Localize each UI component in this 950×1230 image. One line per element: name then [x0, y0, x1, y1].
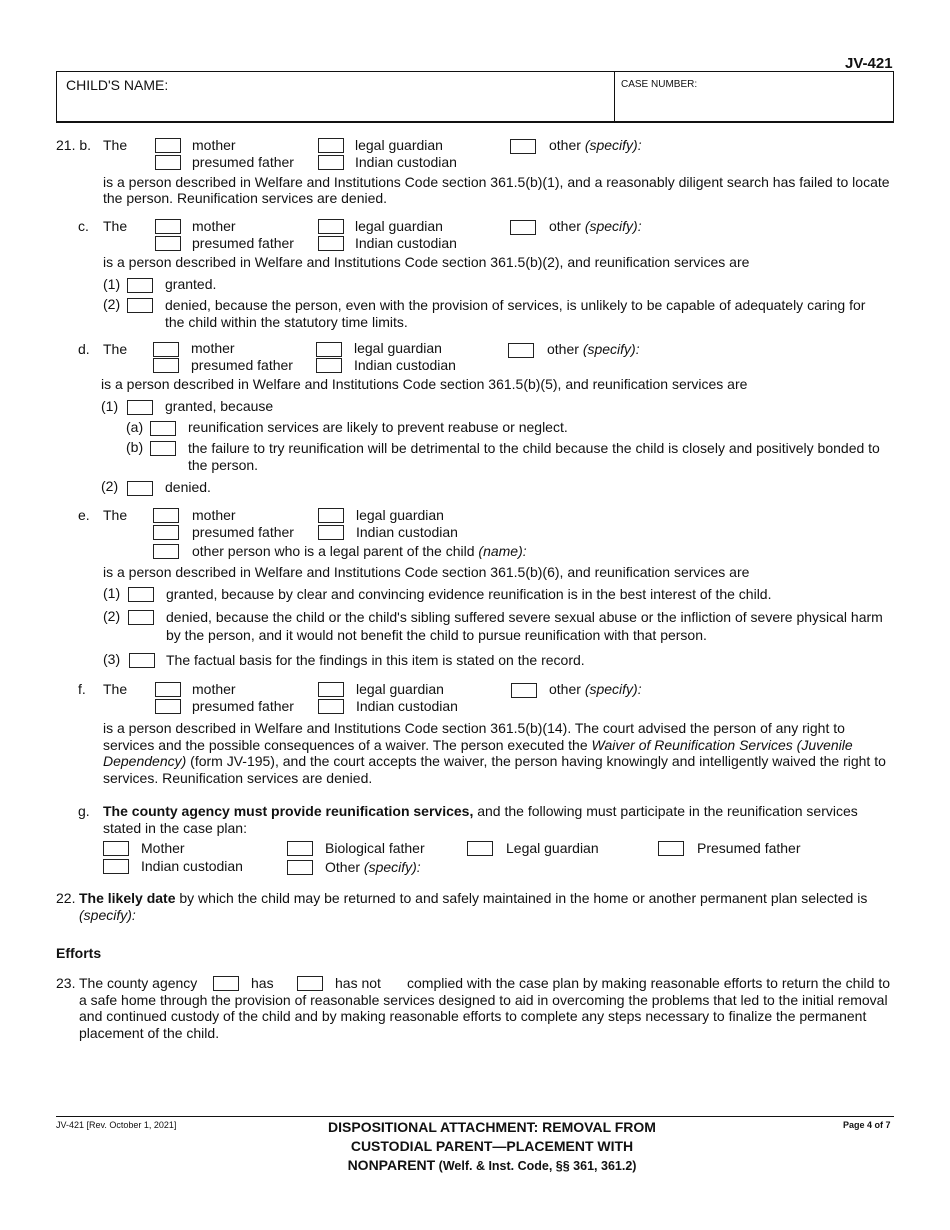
item-23-text-2: a safe home through the provision of reasonable services designed to aid in overcoming the problems that led to the initial removal [79, 992, 888, 1008]
form-title: DISPOSITIONAL ATTACHMENT: REMOVAL FROM CUSTODIAL PARENT—PLACEMENT WITH NONPARENT (Welf. & Inst. Code, §§ 361, 361.2) [328, 1119, 656, 1173]
21e-mother-checkbox[interactable] [153, 508, 179, 523]
has-not-label: has not [335, 975, 381, 991]
other-label: Other (specify): [325, 859, 421, 875]
item-21e-text: is a person described in Welfare and Institutions Code section 361.5(b)(6), and reunification services are [103, 564, 750, 580]
granted-label: granted. [165, 276, 217, 292]
option-number: (1) [101, 398, 119, 414]
the-label: The [103, 507, 128, 523]
other-label: other (specify): [547, 341, 640, 357]
21e-granted-checkbox[interactable] [128, 587, 154, 602]
denied-text-2: the child within the statutory time limits. [165, 314, 408, 330]
21f-indian-custodian-checkbox[interactable] [318, 699, 344, 714]
child-name-label: CHILD'S NAME: [66, 77, 169, 93]
mother-label: mother [192, 218, 236, 234]
21b-mother-checkbox[interactable] [155, 138, 181, 153]
footer-rule [56, 1116, 894, 1117]
item-21g-text-2: stated in the case plan: [103, 820, 247, 836]
presumed-father-label: presumed father [192, 524, 294, 540]
efforts-heading: Efforts [56, 945, 102, 961]
23-has-checkbox[interactable] [213, 976, 239, 991]
the-label: The [103, 341, 128, 357]
item-21g-text: The county agency must provide reunification services, and the following must participate in the reunification services [103, 803, 858, 819]
21g-mother-checkbox[interactable] [103, 841, 129, 856]
21d-a-checkbox[interactable] [150, 421, 176, 436]
mother-label: mother [192, 681, 236, 697]
indian-custodian-label: Indian custodian [356, 698, 458, 714]
21g-presumed-father-checkbox[interactable] [658, 841, 684, 856]
21f-other-checkbox[interactable] [511, 683, 537, 698]
indian-custodian-label: Indian custodian [141, 858, 243, 874]
option-number: (2) [103, 296, 121, 312]
the-label: The [103, 137, 128, 153]
reason-b-text-2: the person. [188, 457, 259, 473]
presumed-father-label: presumed father [192, 698, 294, 714]
21c-denied-checkbox[interactable] [127, 298, 153, 313]
21e-legal-guardian-checkbox[interactable] [318, 508, 344, 523]
21e-presumed-father-checkbox[interactable] [153, 525, 179, 540]
option-number: (1) [103, 276, 121, 292]
item-21b-text: is a person described in Welfare and Institutions Code section 361.5(b)(1), and a reasonably diligent search has failed to locate [103, 174, 890, 190]
21f-mother-checkbox[interactable] [155, 682, 181, 697]
mother-label: mother [192, 137, 236, 153]
item-21f-text: is a person described in Welfare and Institutions Code section 361.5(b)(14). The court advised the person of any right to [103, 720, 845, 736]
option-number: (2) [101, 478, 119, 494]
item-21c-number: c. [78, 218, 89, 234]
21d-indian-custodian-checkbox[interactable] [316, 358, 342, 373]
form-revision: JV-421 [Rev. October 1, 2021] [56, 1120, 177, 1130]
21e-denied-checkbox[interactable] [128, 610, 154, 625]
21b-legal-guardian-checkbox[interactable] [318, 138, 344, 153]
21g-biological-father-checkbox[interactable] [287, 841, 313, 856]
denied-text: denied, because the child or the child's sibling suffered severe sexual abuse or the infliction of severe physical harm [166, 609, 883, 625]
indian-custodian-label: Indian custodian [356, 524, 458, 540]
21f-legal-guardian-checkbox[interactable] [318, 682, 344, 697]
21c-legal-guardian-checkbox[interactable] [318, 219, 344, 234]
the-label: The [103, 681, 128, 697]
item-21e-number: e. [78, 507, 90, 523]
option-number: (a) [126, 419, 144, 435]
21d-b-checkbox[interactable] [150, 441, 176, 456]
item-21f-number: f. [78, 681, 86, 697]
21c-mother-checkbox[interactable] [155, 219, 181, 234]
21e-indian-custodian-checkbox[interactable] [318, 525, 344, 540]
21b-indian-custodian-checkbox[interactable] [318, 155, 344, 170]
legal-guardian-label: legal guardian [355, 218, 443, 234]
item-21f-text-2: services and the possible consequences of a waiver. The person executed the Waiver of Reunification Services (Juvenile [103, 737, 853, 753]
denied-text: denied, because the person, even with the provision of services, is unlikely to be capable of adequately caring for [165, 297, 866, 313]
presumed-father-label: presumed father [192, 235, 294, 251]
other-label: other (specify): [549, 681, 642, 697]
indian-custodian-label: Indian custodian [354, 357, 456, 373]
denied-text-2: by the person, and it would not benefit the child to pursue reunification with that person. [166, 627, 707, 643]
option-number: (2) [103, 608, 121, 624]
23-has-not-checkbox[interactable] [297, 976, 323, 991]
legal-guardian-label: legal guardian [355, 137, 443, 153]
21d-legal-guardian-checkbox[interactable] [316, 342, 342, 357]
presumed-father-label: presumed father [192, 154, 294, 170]
legal-guardian-label: legal guardian [356, 681, 444, 697]
indian-custodian-label: Indian custodian [355, 154, 457, 170]
granted-text: granted, because by clear and convincing evidence reunification is in the best interest of the child. [166, 586, 772, 602]
21d-denied-checkbox[interactable] [127, 481, 153, 496]
21b-presumed-father-checkbox[interactable] [155, 155, 181, 170]
item-22-number: 22. [56, 890, 76, 906]
item-22-specify: (specify): [79, 907, 136, 923]
has-label: has [251, 975, 274, 991]
21g-other-checkbox[interactable] [287, 860, 313, 875]
item-22-text: The likely date by which the child may be returned to and safely maintained in the home or another permanent plan selected is [79, 890, 868, 906]
21c-indian-custodian-checkbox[interactable] [318, 236, 344, 251]
21f-presumed-father-checkbox[interactable] [155, 699, 181, 714]
indian-custodian-label: Indian custodian [355, 235, 457, 251]
presumed-father-label: Presumed father [697, 840, 801, 856]
21c-other-checkbox[interactable] [510, 220, 536, 235]
mother-label: mother [191, 340, 235, 356]
item-23-text: complied with the case plan by making reasonable efforts to return the child to [407, 975, 891, 991]
item-23-text-3: and continued custody of the child and by making reasonable efforts to complete any steps necessary to finalize the permanent [79, 1008, 867, 1024]
item-21c-text: is a person described in Welfare and Institutions Code section 361.5(b)(2), and reunification services are [103, 254, 750, 270]
denied-label: denied. [165, 479, 211, 495]
biological-father-label: Biological father [325, 840, 425, 856]
option-number: (b) [126, 439, 144, 455]
21e-factual-basis-checkbox[interactable] [129, 653, 155, 668]
21g-indian-custodian-checkbox[interactable] [103, 859, 129, 874]
legal-guardian-label: Legal guardian [506, 840, 599, 856]
item-21b-text-2: the person. Reunification services are denied. [103, 190, 388, 206]
page-number: Page 4 of 7 [843, 1120, 891, 1130]
21d-granted-checkbox[interactable] [127, 400, 153, 415]
other-parent-label: other person who is a legal parent of the child (name): [192, 543, 527, 559]
21b-other-checkbox[interactable] [510, 139, 536, 154]
item-23-number: 23. [56, 975, 76, 991]
form-id: JV-421 [845, 55, 893, 72]
case-number-label: CASE NUMBER: [621, 79, 698, 90]
item-21f-text-4: services. Reunification services are denied. [103, 770, 373, 786]
option-number: (1) [103, 585, 121, 601]
county-agency-label: The county agency [79, 975, 198, 991]
21c-presumed-father-checkbox[interactable] [155, 236, 181, 251]
granted-because-label: granted, because [165, 398, 274, 414]
reason-b-text: the failure to try reunification will be detrimental to the child because the child is closely and positively bonded to [188, 440, 880, 456]
item-21d-text: is a person described in Welfare and Institutions Code section 361.5(b)(5), and reunification services are [101, 376, 748, 392]
item-23-text-4: placement of the child. [79, 1025, 220, 1041]
option-number: (3) [103, 651, 121, 667]
legal-guardian-label: legal guardian [354, 340, 442, 356]
item-21g-number: g. [78, 803, 90, 819]
21c-granted-checkbox[interactable] [127, 278, 153, 293]
mother-label: Mother [141, 840, 185, 856]
header-box [56, 71, 894, 123]
21d-presumed-father-checkbox[interactable] [153, 358, 179, 373]
21d-mother-checkbox[interactable] [153, 342, 179, 357]
21e-other-parent-checkbox[interactable] [153, 544, 179, 559]
21g-legal-guardian-checkbox[interactable] [467, 841, 493, 856]
legal-guardian-label: legal guardian [356, 507, 444, 523]
item-21d-number: d. [78, 341, 90, 357]
item-21f-text-3: Dependency) (form JV-195), and the court accepts the waiver, the person having knowingly and intelligently waived the right to [103, 753, 886, 769]
21d-other-checkbox[interactable] [508, 343, 534, 358]
item-21b-number: 21. b. [56, 137, 92, 153]
the-label: The [103, 218, 128, 234]
mother-label: mother [192, 507, 236, 523]
other-label: other (specify): [549, 137, 642, 153]
factual-basis-text: The factual basis for the findings in this item is stated on the record. [166, 652, 585, 668]
presumed-father-label: presumed father [191, 357, 293, 373]
other-label: other (specify): [549, 218, 642, 234]
reason-a-text: reunification services are likely to prevent reabuse or neglect. [188, 419, 568, 435]
